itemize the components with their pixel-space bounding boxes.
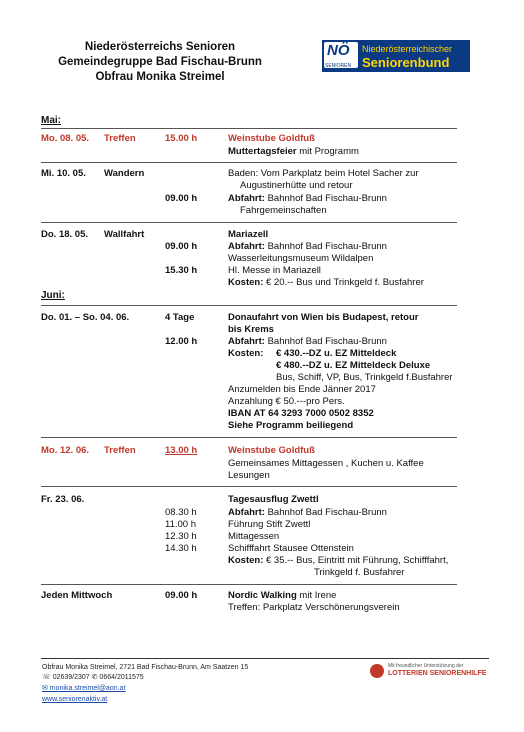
divider bbox=[41, 584, 457, 585]
event-date: Do. 01. – So. 04. 06. bbox=[41, 312, 130, 323]
event-type: Treffen bbox=[104, 445, 136, 456]
event-cost: Trinkgeld f. Busfahrer bbox=[314, 567, 405, 578]
event-date: Jeden Mittwoch bbox=[41, 590, 113, 601]
event-title: Donaufahrt von Wien bis Budapest, retour bbox=[228, 312, 419, 323]
sponsor-note: Mit freundlicher Unterstützung der bbox=[388, 663, 464, 669]
event-time: 12.00 h bbox=[165, 336, 198, 347]
event-place: Weinstube Goldfuß bbox=[228, 445, 315, 456]
event-departure: Abfahrt: Bahnhof Bad Fischau-Brunn bbox=[228, 241, 387, 252]
event-time: 13.00 h bbox=[165, 445, 198, 456]
divider bbox=[41, 128, 457, 129]
event-date: Mi. 10. 05. bbox=[41, 168, 86, 179]
event-destination: Mariazell bbox=[228, 229, 269, 240]
event-cost: € 480.--DZ u. EZ Mitteldeck Deluxe bbox=[276, 360, 431, 371]
event-title: bis Krems bbox=[228, 324, 274, 335]
event-description: Lesungen bbox=[228, 470, 270, 481]
footer-website[interactable]: www.seniorenaktiv.at bbox=[42, 696, 108, 703]
event-place: Weinstube Goldfuß bbox=[228, 133, 315, 144]
event-type: Treffen bbox=[104, 133, 136, 144]
event-description: Schifffahrt Stausee Ottenstein bbox=[228, 543, 354, 554]
event-time: 09.00 h bbox=[165, 590, 198, 601]
event-description: Treffen: Parkplatz Verschönerungsverein bbox=[228, 602, 400, 613]
event-description: Augustinerhütte und retour bbox=[240, 180, 353, 191]
event-cost: € 430.--DZ u. EZ Mitteldeck bbox=[276, 348, 397, 359]
sponsor-name: LOTTERIEN SENIORENHILFE bbox=[388, 670, 487, 677]
event-description: Führung Stift Zwettl bbox=[228, 519, 311, 530]
noe-badge-subtext: SENIOREN bbox=[325, 63, 352, 69]
logo-line1: Niederösterreichischer bbox=[362, 44, 453, 54]
event-type: Wandern bbox=[104, 168, 145, 179]
event-description: Bus, Schiff, VP, Bus, Trinkgeld f.Busfahrer bbox=[276, 372, 453, 383]
divider bbox=[41, 222, 457, 223]
footer-phone: ☏ 02639/2307 ✆ 0664/2011575 bbox=[42, 674, 144, 681]
chairwoman-name: Obfrau Monika Streimel bbox=[95, 71, 225, 83]
divider bbox=[41, 305, 457, 306]
event-note: Fahrgemeinschaften bbox=[240, 205, 327, 216]
event-description: Mittagessen bbox=[228, 531, 280, 542]
event-cost-label: Kosten: bbox=[228, 348, 264, 359]
logo-line2: Seniorenbund bbox=[362, 55, 450, 70]
event-date: Do. 18. 05. bbox=[41, 229, 88, 240]
month-heading-may: Mai: bbox=[41, 115, 61, 126]
event-cost: Kosten: € 20.-- Bus und Trinkgeld f. Busfahrer bbox=[228, 277, 424, 288]
event-time: 15.30 h bbox=[165, 265, 198, 276]
lotterien-logo-icon bbox=[370, 664, 384, 678]
event-time: 09.00 h bbox=[165, 241, 198, 252]
event-time: 15.00 h bbox=[165, 133, 198, 144]
event-date: Mo. 12. 06. bbox=[41, 445, 90, 456]
event-title: Tagesausflug Zwettl bbox=[228, 494, 319, 505]
event-type: Wallfahrt bbox=[104, 229, 145, 240]
event-time: 08.30 h bbox=[165, 507, 197, 518]
event-description: Anzumelden bis Ende Jänner 2017 bbox=[228, 384, 376, 395]
event-date: Mo. 08. 05. bbox=[41, 133, 90, 144]
event-description: Muttertagsfeier mit Programm bbox=[228, 146, 359, 157]
event-title: Nordic Walking mit Irene bbox=[228, 590, 337, 601]
event-note: Siehe Programm beiliegend bbox=[228, 420, 354, 431]
divider bbox=[41, 437, 457, 438]
event-time: 14.30 h bbox=[165, 543, 197, 554]
event-time: 12.30 h bbox=[165, 531, 197, 542]
month-heading-june: Juni: bbox=[41, 290, 65, 301]
divider bbox=[41, 486, 457, 487]
event-description: Anzahlung € 50.---pro Pers. bbox=[228, 396, 345, 407]
event-departure: Abfahrt: Bahnhof Bad Fischau-Brunn bbox=[228, 336, 387, 347]
event-description: Hl. Messe in Mariazell bbox=[228, 265, 321, 276]
org-name: Niederösterreichs Senioren bbox=[84, 41, 236, 53]
event-date: Fr. 23. 06. bbox=[41, 494, 85, 505]
event-time: 09.00 h bbox=[165, 193, 198, 204]
footer-divider bbox=[41, 658, 489, 659]
event-description: Gemeinsames Mittagessen , Kuchen u. Kaffee bbox=[228, 458, 424, 469]
event-description: Baden: Vom Parkplatz beim Hotel Sacher zur bbox=[228, 168, 419, 179]
event-departure: Abfahrt: Bahnhof Bad Fischau-Brunn bbox=[228, 507, 387, 518]
event-duration: 4 Tage bbox=[165, 312, 195, 323]
footer-address: Obfrau Monika Streimel, 2721 Bad Fischau-Brunn, Am Saatzen 15 bbox=[42, 664, 249, 671]
divider bbox=[41, 162, 457, 163]
footer-email[interactable]: ✉ monika.streimel@aon.at bbox=[42, 685, 126, 692]
noe-badge-text: NÖ bbox=[327, 42, 350, 59]
event-time: 11.00 h bbox=[165, 519, 196, 530]
group-name: Gemeindegruppe Bad Fischau-Brunn bbox=[58, 56, 262, 68]
event-iban: IBAN AT 64 3293 7000 0502 8352 bbox=[228, 408, 374, 419]
event-description: Wasserleitungsmuseum Wildalpen bbox=[228, 253, 374, 264]
event-departure: Abfahrt: Bahnhof Bad Fischau-Brunn bbox=[228, 193, 387, 204]
event-cost: Kosten: € 35.-- Bus, Eintritt mit Führung, Schifffahrt, bbox=[228, 555, 449, 566]
